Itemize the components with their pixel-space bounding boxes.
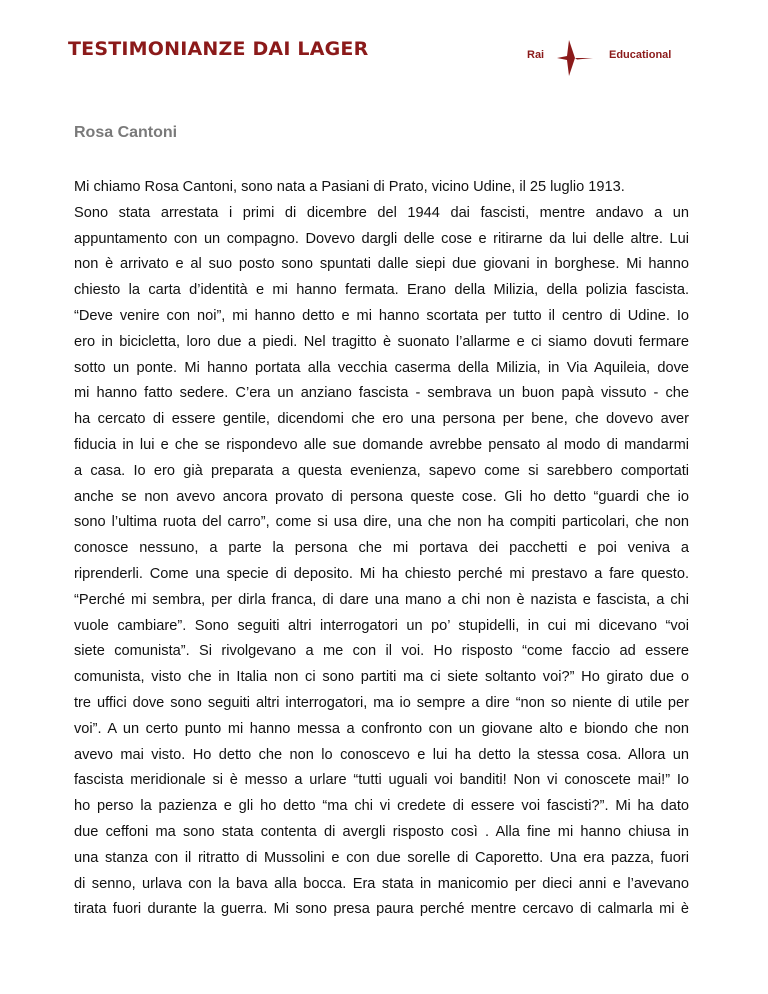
text-line: riprenderli. Come una specie di deposito. Mi ha chiesto perché mi prestavo a fare questo. — [74, 565, 689, 582]
text-line: comunista, visto che in Italia non ci sono partiti ma ci siete soltanto voi?” Ho girato due o — [74, 669, 689, 686]
text-line: “Deve venire con noi”, mi hanno detto e mi hanno scortata per tutto il centro di Udine. Io — [74, 307, 689, 324]
text-line: fascista meridionale si è messo a urlare “tutti uguali voi banditi! Non vi conoscete mai!” Io — [74, 772, 689, 789]
rai-educational-logo — [527, 36, 707, 80]
text-line: non è arrivato e al suo posto sono spuntati dalle siepi due giovani in borghese. Mi hanno — [74, 256, 689, 273]
text-line: Mi chiamo Rosa Cantoni, sono nata a Pasiani di Prato, vicino Udine, il 25 luglio 1913. — [74, 179, 625, 195]
text-line: conosce nessuno, a parte la persona che mi portava dei pacchetti e poi veniva a — [74, 540, 689, 557]
text-line: avevo mai visto. Ho detto che non lo conoscevo e lui ha detto la stessa cosa. Allora un — [74, 746, 689, 763]
logo-educational-text: Educational — [609, 49, 672, 61]
text-line: “Perché mi sembra, per dirla franca, di dare una mano a chi non è nazista e fascista, a chi — [74, 591, 689, 608]
text-line: a casa. Io ero già preparata a questa evenienza, sapevo come si sarebbero comportati — [74, 462, 689, 479]
testimony-body — [74, 175, 689, 923]
text-line: Sono stata arrestata i primi di dicembre del 1944 dai fascisti, mentre andavo a un — [74, 204, 689, 221]
document-title: Rosa Cantoni — [74, 124, 178, 141]
text-line: vuole cambiare”. Sono seguiti altri interrogatori un po’ stupidelli, in cui mi dicevano “voi — [74, 617, 689, 634]
text-line: ho perso la pazienza e gli ho detto “ma chi vi credete di essere voi fascisti?”. Mi ha dato — [74, 798, 689, 815]
text-line: appuntamento con un compagno. Dovevo dargli delle cose e ritirarne da lui delle altre. Lui — [74, 230, 689, 247]
text-line: voi”. A un certo punto mi hanno messa a confronto con un giovane alto e biondo che non — [74, 720, 689, 737]
text-line: due ceffoni ma sono stata contenta di avergli risposto così . Alla fine mi hanno chiusa in — [74, 823, 689, 840]
text-line: di senno, urlava con la bava alla bocca. Era stata in manicomio per dieci anni e l’avevano — [74, 875, 689, 892]
text-line: fiducia in lui e che se rispondevo alle sue domande avrebbe pensato al modo di mandarmi — [74, 436, 689, 453]
series-title: TESTIMONIANZE DAI LAGER — [68, 38, 369, 60]
text-line: sono l’ultima ruota del carro”, come si usa dire, una che non ha compiti particolari, che non — [74, 514, 689, 531]
text-line: tre uffici dove sono seguiti altri interrogatori, ma io sempre a dire “non so niente di utile per — [74, 694, 689, 711]
text-line: tirata fuori durante la guerra. Mi sono presa paura perché mentre cercavo di calmarla mi è — [74, 901, 689, 918]
text-line: mi hanno fatto sedere. C’era un anziano fascista - sembrava un buon papà vissuto - che — [74, 385, 689, 402]
page-header — [0, 0, 768, 100]
text-line: ha cercato di essere gentile, dicendomi che ero una persona per bene, che dovevo aver — [74, 411, 689, 428]
text-line: siete comunista”. Si rivolgevano a me con il voi. Ho risposto “come faccio ad essere — [74, 643, 689, 660]
rai-star-icon — [555, 38, 595, 78]
text-line: chiesto la carta d’identità e mi hanno fermata. Erano della Milizia, della polizia fascista. — [74, 282, 689, 299]
logo-rai-text: Rai — [527, 49, 545, 61]
text-line: una stanza con il ritratto di Mussolini e con due sorelle di Caporetto. Una era pazza, fuori — [74, 849, 689, 866]
text-line: anche se non avevo ancora provato di persona queste cose. Gli ho detto “guardi che io — [74, 488, 689, 505]
text-line: ero in bicicletta, loro due a piedi. Nel tragitto è suonato l’allarme e ci siamo dovuti fermare — [74, 333, 689, 350]
text-line: sotto un ponte. Mi hanno portata alla vecchia caserma della Milizia, in Via Aquileia, dove — [74, 359, 689, 376]
